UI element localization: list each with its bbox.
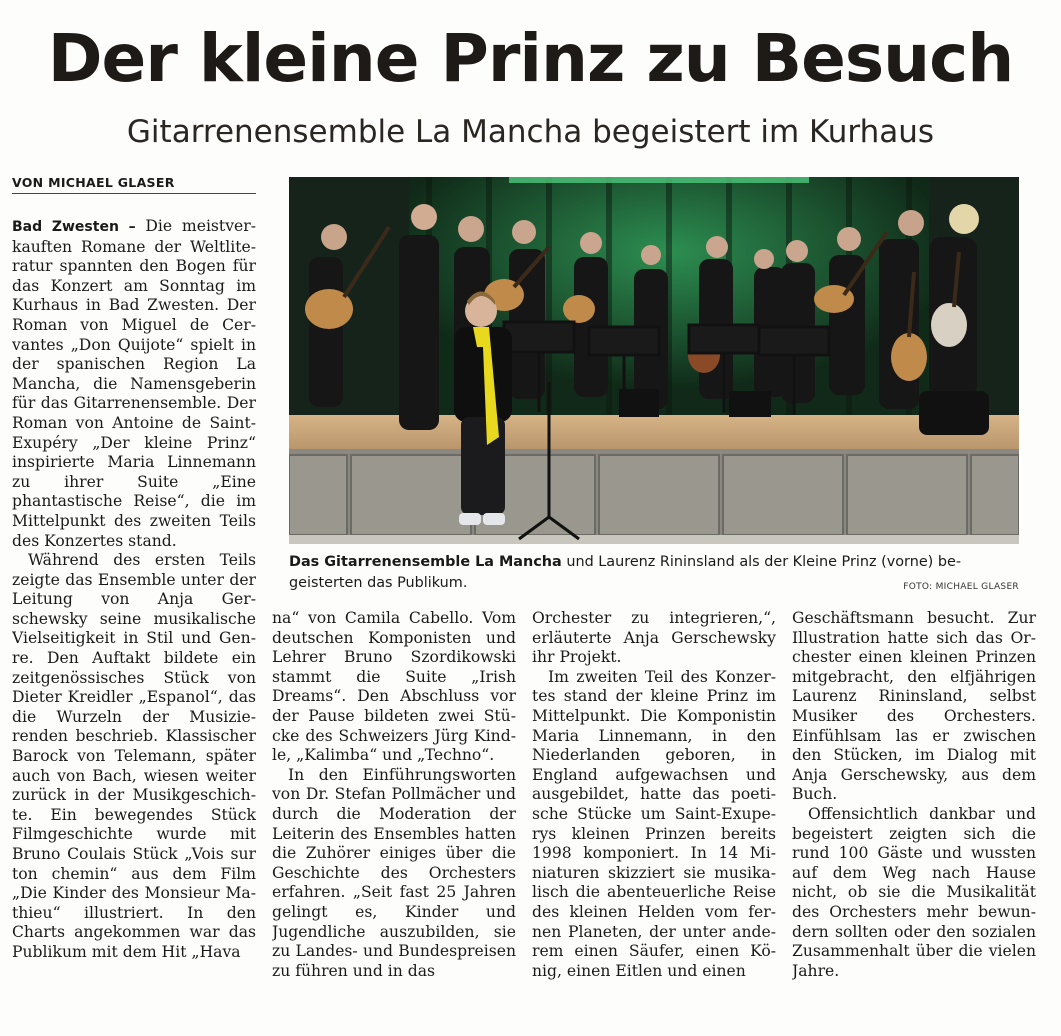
dateline: Bad Zwesten – <box>12 219 136 235</box>
caption-bold: Das Gitarrenensemble La Mancha <box>289 554 562 570</box>
paragraph: Im zweiten Teil des Konzertes stand der kleine Prinz im Mittelpunkt. Die Komponistin Maria Linnemann, in den Niederlanden geboren, in England aufgewachsen und ausgebildet, hatte das poetische Stücke um Saint-Exuperys kleinen Prinzen bereits 1998 komponiert. In 14 Miniaturen skizziert sie musikalisch die abenteuerliche Reise des kleinen Helden vom fernen Planeten, der unter anderem einen Säufer, einen König, einen Eitlen und einen <box>532 667 776 980</box>
byline: VON MICHAEL GLASER <box>12 175 256 194</box>
paragraph: Geschäftsmann besucht. Zur Illustration hatte sich das Orchester einen kleinen Prinzen mitgebracht, den elfjährigen Laurenz Rininsland, selbst Musiker des Orchesters. Einfühlsam las er zwischen den Stücken, im Dialog mit Anja Gerschewsky, aus dem Buch. <box>792 609 1036 804</box>
paragraph: na“ von Camila Cabello. Vom deutschen Komponisten und Lehrer Bruno Szordikowski stammt die Suite „Irish Dreams“. Den Abschluss vor der Pause bildeten zwei Stücke des Schweizers Jürg Kindle, „Kalimba“ und „Techno“. <box>272 609 516 765</box>
headline: Der kleine Prinz zu Besuch <box>47 20 1014 97</box>
caption-text: und Laurenz Rininsland als der Kleine Prinz (vorne) begeisterten das Publikum. <box>289 554 962 591</box>
stage-floor <box>289 415 1019 451</box>
lead-text: Die meistverkauften Romane der Weltliteratur spannten den Bogen für das Konzert am Sonntag im Kurhaus in Bad Zwesten. Der Roman von Miguel de Cervantes „Don Quijote“ spielt in der spanischen Region La Mancha, die Namensgeberin für das Gitarrenensemble. Der Roman von Antoine de Saint-Exupéry „Der kleine Prinz“ inspirierte Maria Linnemann zu ihrer Suite „Eine phantastische Reise“, die im Mittelpunkt des zweiten Teils des Konzertes stand. <box>12 217 256 550</box>
concert-photo <box>289 177 1019 544</box>
subheadline: Gitarrenensemble La Mancha begeistert im Kurhaus <box>126 114 935 150</box>
paragraph: Offensichtlich dankbar und begeistert zeigten sich die rund 100 Gäste und wussten auf dem Weg nach Hause nicht, ob sie die Musikalität des Orchesters mehr bewundern sollten oder den sozialen Zusammenhalt über die vielen Jahre. <box>792 804 1036 980</box>
column-3 <box>532 609 776 1027</box>
paragraph: In den Einführungsworten von Dr. Stefan Pollmächer und durch die Moderation der Leiterin des Ensembles hatten die Zuhörer einiges über die Geschichte des Orchesters erfahren. „Seit fast 25 Jahren gelingt es, Kinder und Jugendliche auszubilden, sie zu Landes- und Bundespreisen zu führen und in das <box>272 765 516 980</box>
column-1 <box>12 217 256 1027</box>
paragraph: Während des ersten Teils zeigte das Ensemble unter der Leitung von Anja Gerschewsky seine musikalische Vielseitigkeit in Stil und Genre. Den Auftakt bildete ein zeitgenössisches Stück von Dieter Kreidler „Espanol“, das die Wurzeln der Musizierenden beschrieb. Klassischer Barock von Telemann, später auch von Bach, wiesen weiter zurück in der Musikgeschichte. Ein bewegendes Stück Filmgeschichte wurde mit Bruno Coulais Stück „Vois sur ton chemin“ aus dem Film „Die Kinder des Monsieur Mathieu“ illustriert. In den Charts angekommen war das Publikum mit dem Hit „Hava <box>12 551 256 961</box>
column-4 <box>792 609 1036 1027</box>
lead-paragraph <box>12 217 256 551</box>
paragraph: Orchester zu integrieren,“, erläuterte Anja Gerschewsky ihr Projekt. <box>532 609 776 667</box>
photo-credit: FOTO: MICHAEL GLASER <box>903 582 1019 592</box>
column-2 <box>272 609 516 1027</box>
